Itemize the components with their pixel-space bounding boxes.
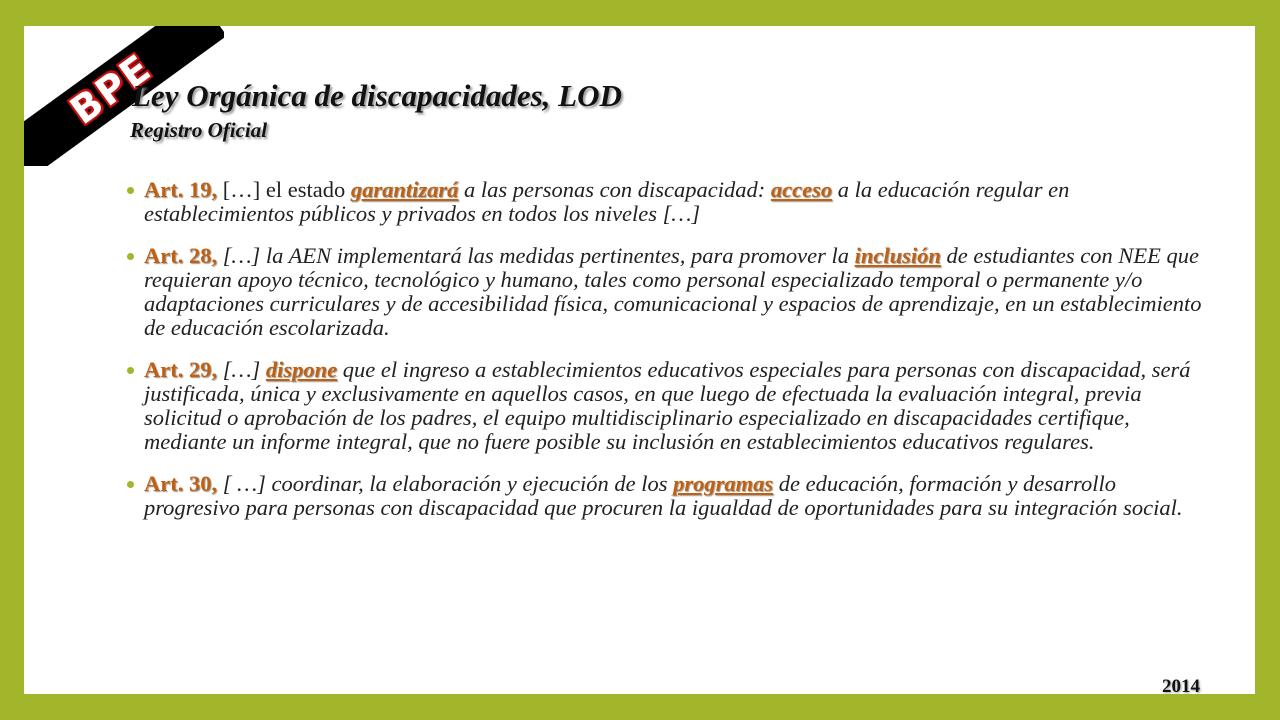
article-label: Art. 29, xyxy=(144,357,218,382)
article-text: de educación, formación y desarrollo progresivo para personas con discapacidad que procuren la igualdad de oportunidades para su integración social. xyxy=(144,471,1183,520)
keyword: dispone xyxy=(265,357,338,382)
article-text: […] el estado xyxy=(217,177,351,202)
article-text: a las personas con discapacidad: xyxy=(458,177,771,202)
article-text: de estudiantes con NEE que requieran apoyo técnico, tecnológico y humano, tales como personal especializado temporal o permanente y/o adaptaciones curriculares y de accesibilidad física, comunicacional y espacios de aprendizaje, en un establecimiento de educación escolarizada. xyxy=(144,243,1202,340)
year-label: 2014 xyxy=(1162,676,1200,697)
keyword: acceso xyxy=(770,177,833,202)
slide-subtitle: Registro Oficial xyxy=(130,118,268,142)
article-text: […] la AEN implementará las medidas pertinentes, para promover la xyxy=(217,243,855,268)
keyword: programas xyxy=(673,471,774,496)
article-label: Art. 28, xyxy=(144,243,218,268)
keyword: garantizará xyxy=(350,177,459,202)
article-list xyxy=(124,178,1214,538)
article-text: a la educación regular en establecimientos públicos y privados en todos los niveles […] xyxy=(144,177,1070,226)
article-29 xyxy=(124,358,1214,454)
article-text: […] xyxy=(217,357,266,382)
slide-title: Ley Orgánica de discapacidades, LOD xyxy=(132,78,622,113)
article-label: Art. 30, xyxy=(144,471,218,496)
article-28 xyxy=(124,244,1214,340)
article-19 xyxy=(124,178,1214,226)
slide xyxy=(24,26,1255,697)
keyword: inclusión xyxy=(854,243,941,268)
article-text: [ …] coordinar, la elaboración y ejecución de los xyxy=(217,471,674,496)
article-label: Art. 19, xyxy=(144,177,218,202)
bpe-badge: BPE xyxy=(62,45,160,133)
article-text: que el ingreso a establecimientos educativos especiales para personas con discapacidad, será justificada, única y exclusivamente en aquellos casos, en que luego de efectuada la evaluación integral, previa solicitud o aprobación de los padres, el equipo multidisciplinario especializado en discapacidades certifique, mediante un informe integral, que no fuere posible su inclusión en establecimientos educativos regulares. xyxy=(144,357,1191,454)
article-30 xyxy=(124,472,1214,520)
